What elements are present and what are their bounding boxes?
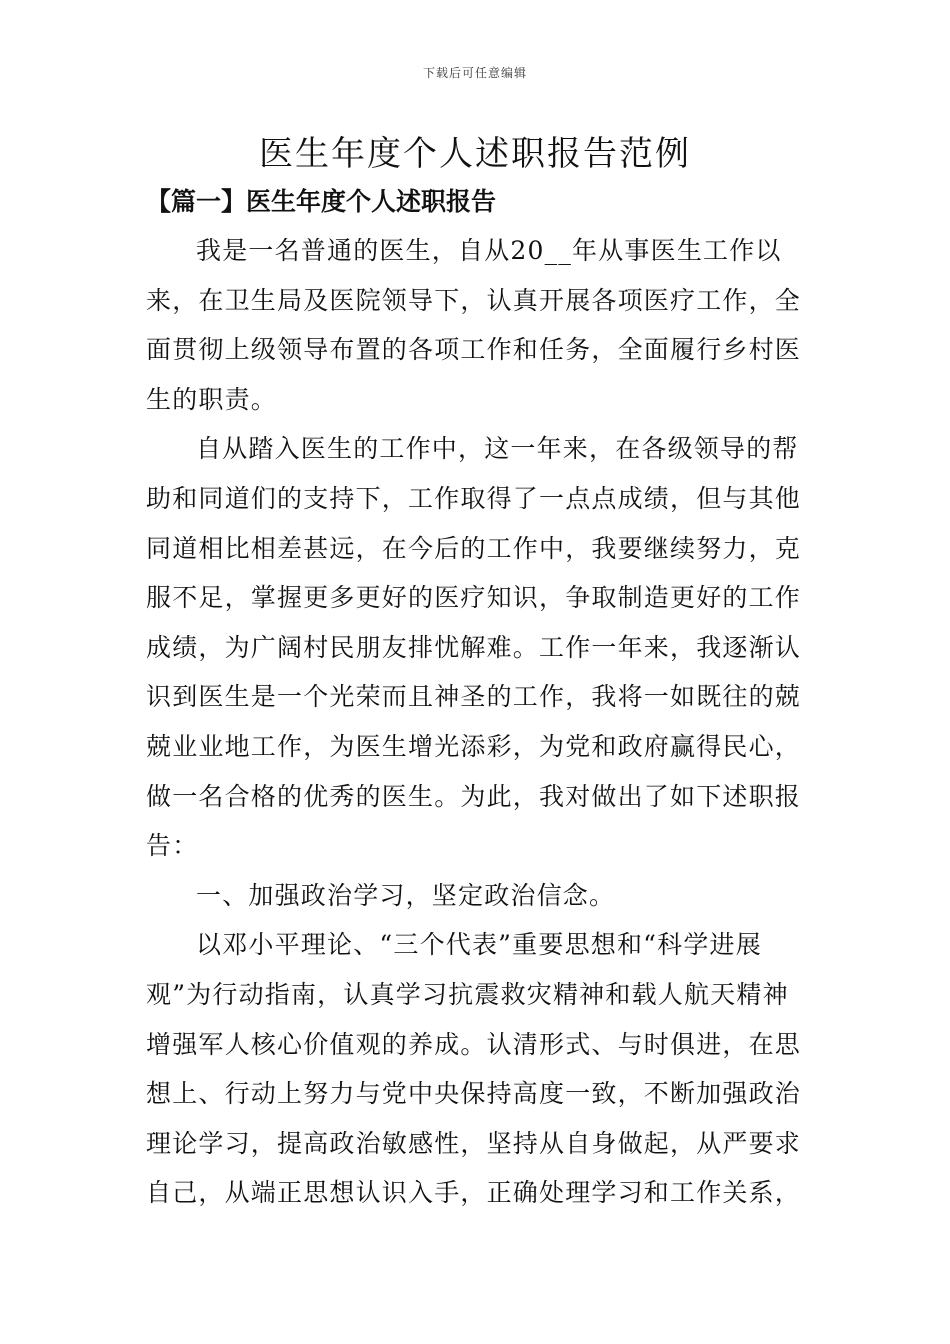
document-body xyxy=(146,226,814,1218)
header-note: 下载后可任意编辑 xyxy=(422,66,527,80)
paragraph-subheading-1: 一、加强政治学习，坚定政治信念。 xyxy=(196,880,616,910)
paragraph-summary: 自从踏入医生的工作中，这一年来，在各级领导的帮助和同道们的支持下，工作取得了一点点成绩，但与其他同道相比相差甚远，在今后的工作中，我要继续努力，克服不足，掌握更多更好的医疗知识，争取制造更好的工作成绩，为广阔村民朋友排忧解难。工作一年来，我逐渐认识到医生是一个光荣而且神圣的工作，我将一如既往的兢兢业业地工作，为医生增光添彩，为党和政府赢得民心，做一名合格的优秀的医生。为此，我对做出了如下述职报告： xyxy=(146,434,802,861)
paragraph-political-study: 以邓小平理论、“三个代表”重要思想和“科学进展观”为行动指南，认真学习抗震救灾精神和载人航天精神增强军人核心价值观的养成。认清形式、与时俱进，在思想上、行动上努力与党中央保持高度一致，不断加强政治理论学习，提高政治敏感性，坚持从自身做起，从严要求自己，从端正思想认识入手，正确处理学习和工作关系， xyxy=(146,930,802,1208)
document-title: 医生年度个人述职报告范例 xyxy=(259,134,691,174)
paragraph-intro: 我是一名普通的医生，自从20__年从事医生工作以来，在卫生局及医院领导下，认真开展各项医疗工作，全面贯彻上级领导布置的各项工作和任务，全面履行乡村医生的职责。 xyxy=(146,236,802,414)
section-heading: 【篇一】医生年度个人述职报告 xyxy=(146,187,497,216)
